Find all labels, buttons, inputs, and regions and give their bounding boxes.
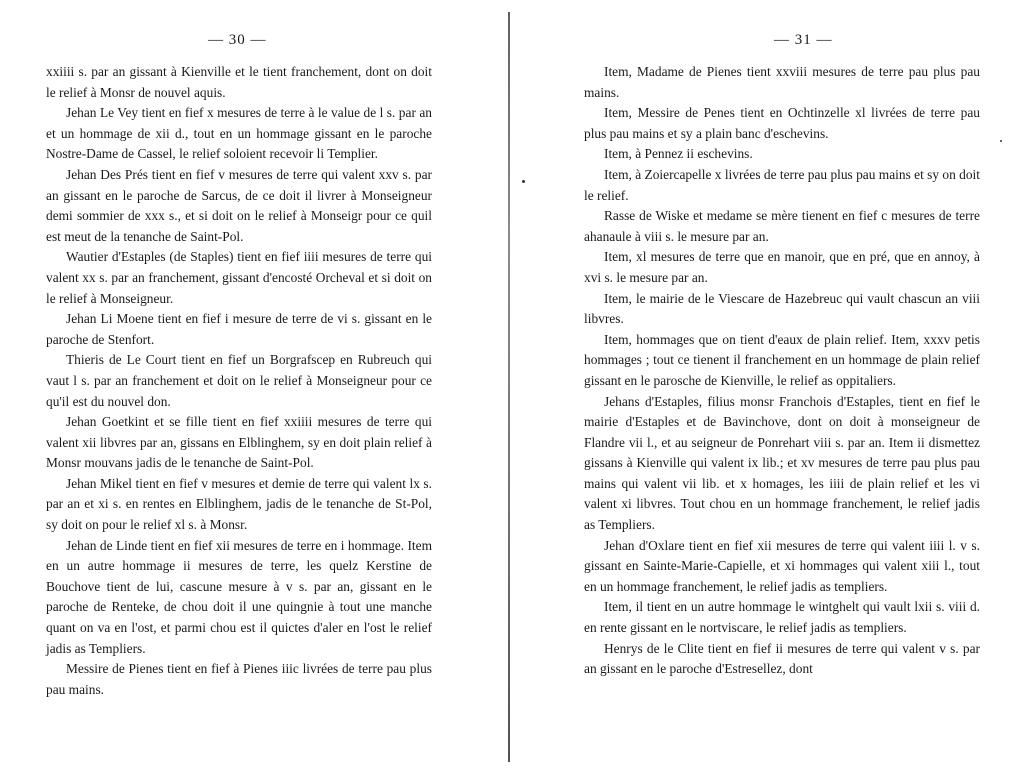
right-page: [506, 0, 1012, 768]
paragraph: Item, xl mesures de terre que en manoir, que en pré, que en annoy, à xvi s. le mesure par an.: [584, 249, 980, 285]
paragraph: Messire de Pienes tient en fief à Pienes iiic livrées de terre pau plus pau mains.: [46, 661, 432, 697]
paragraph: Jehan Mikel tient en fief v mesures et demie de terre qui valent lx s. par an et xi s. en rentes en Elblinghem, jadis de le tenanche de St-Pol, sy doit on pour le relief xl s. à Monsr.: [46, 475, 432, 533]
paragraph: Jehan Goetkint et se fille tient en fief xxiiii mesures de terre qui valent xii libvres par an, gissans en Elblinghem, sy en doit plain relief à Monsr mouvans jadis de le tenanche de Saint-Pol.: [46, 414, 432, 471]
paragraph: Item, à Pennez ii eschevins.: [604, 146, 753, 162]
paragraph: Item, Messire de Penes tient en Ochtinzelle xl livrées de terre pau plus pau mains et sy a plain banc d'eschevins.: [584, 105, 980, 141]
paragraph: Jehan Li Moene tient en fief i mesure de terre de vi s. gissant en le paroche de Stenfort.: [46, 311, 432, 347]
paragraph: Rasse de Wiske et medame se mère tienent en fief c mesures de terre ahanaule à viii s. le mesure par an.: [584, 208, 980, 244]
page-number: — 30 —: [208, 32, 267, 48]
paragraph: Jehans d'Estaples, filius monsr Franchois d'Estaples, tient en fief le mairie d'Estaples et de Bavinchove, dont on doit à monseigneur de Flandre vii l., et au seigneur de Ponrehart viii s. par an. Item ii dismettez gissans à Kienville qui valent ix lib.; et xv mesures de terre pau plus pau mains qui valent vii lib. et x homages, les iiii de plain relief et les vi valent xi libvres. Tout chou en un hommage franchement, le relief jadis as Templiers.: [584, 393, 980, 533]
paragraph: Item, hommages que on tient d'eaux de plain relief. Item, xxxv petis hommages ; tout ce tienent il franchement en un hommage de plain relief gissant en le parosche de Kienville, le relief as oppitaliers.: [584, 331, 980, 388]
page-number: — 31 —: [774, 32, 833, 48]
page-text: [584, 62, 980, 680]
paragraph: Jehan Des Prés tient en fief v mesures de terre qui valent xxv s. par an gissant en le paroche de Sarcus, de ce doit il livrer à Monseigneur demi sommier de xxx s., et si doit on le relief à Monseigr pour ce quil est meut de la tenanche de Saint-Pol.: [46, 166, 432, 244]
paragraph: Wautier d'Estaples (de Staples) tient en fief iiii mesures de terre qui valent xx s. par an franchement, gissant d'encosté Orcheval et si doit on le relief à Monseigneur.: [46, 249, 432, 306]
paragraph: Item, il tient en un autre hommage le wintghelt qui vault lxii s. viii d. en rente gissant en le nortviscare, le relief jadis as templiers.: [584, 599, 980, 636]
paragraph: Item, Madame de Pienes tient xxviii mesures de terre pau plus pau mains.: [584, 64, 980, 100]
paragraph: Item, à Zoiercapelle x livrées de terre pau plus pau mains et sy on doit le relief.: [584, 166, 980, 203]
paragraph: Thieris de Le Court tient en fief un Borgrafscep en Rubreuch qui vaut l s. par an franchement et doit on le relief à Monseigneur pour ce qu'il est du nouvel don.: [46, 352, 432, 409]
paragraph: Jehan d'Oxlare tient en fief xii mesures de terre qui valent iiii l. v s. gissant en Sainte-Marie-Capielle, et xi hommages qui valent xiii l., tout en un hommage franchement, le relief jadis as templiers.: [584, 537, 980, 594]
paragraph: Jehan de Linde tient en fief xii mesures de terre en i hommage. Item en un autre hommage ii mesures de terre, les quelz Kerstine de Bouchove tient de lui, cascune mesure à v s. par an, gissant en le paroche de Renteke, de chou doit il une quingnie à tout une manche quant on va en l'ost, et parmi chou est il quictes d'aler en l'ost le relief jadis as Templiers.: [46, 537, 432, 656]
paragraph: Item, le mairie de le Viescare de Hazebreuc qui vault chascun an viii libvres.: [584, 290, 980, 327]
paragraph: xxiiii s. par an gissant à Kienville et le tient franchement, dont on doit le relief à Monsr de nouvel aquis.: [46, 64, 432, 100]
page-text: [46, 62, 432, 700]
paragraph: Henrys de le Clite tient en fief ii mesures de terre qui valent v s. par an gissant en le paroche d'Estresellez, dont: [584, 640, 980, 677]
paragraph: Jehan Le Vey tient en fief x mesures de terre à le value de l s. par an et un hommage de xii d., tout en un hommage gissant en le paroche Nostre-Dame de Cassel, le relief soloient recevoir li Templier.: [46, 105, 432, 162]
